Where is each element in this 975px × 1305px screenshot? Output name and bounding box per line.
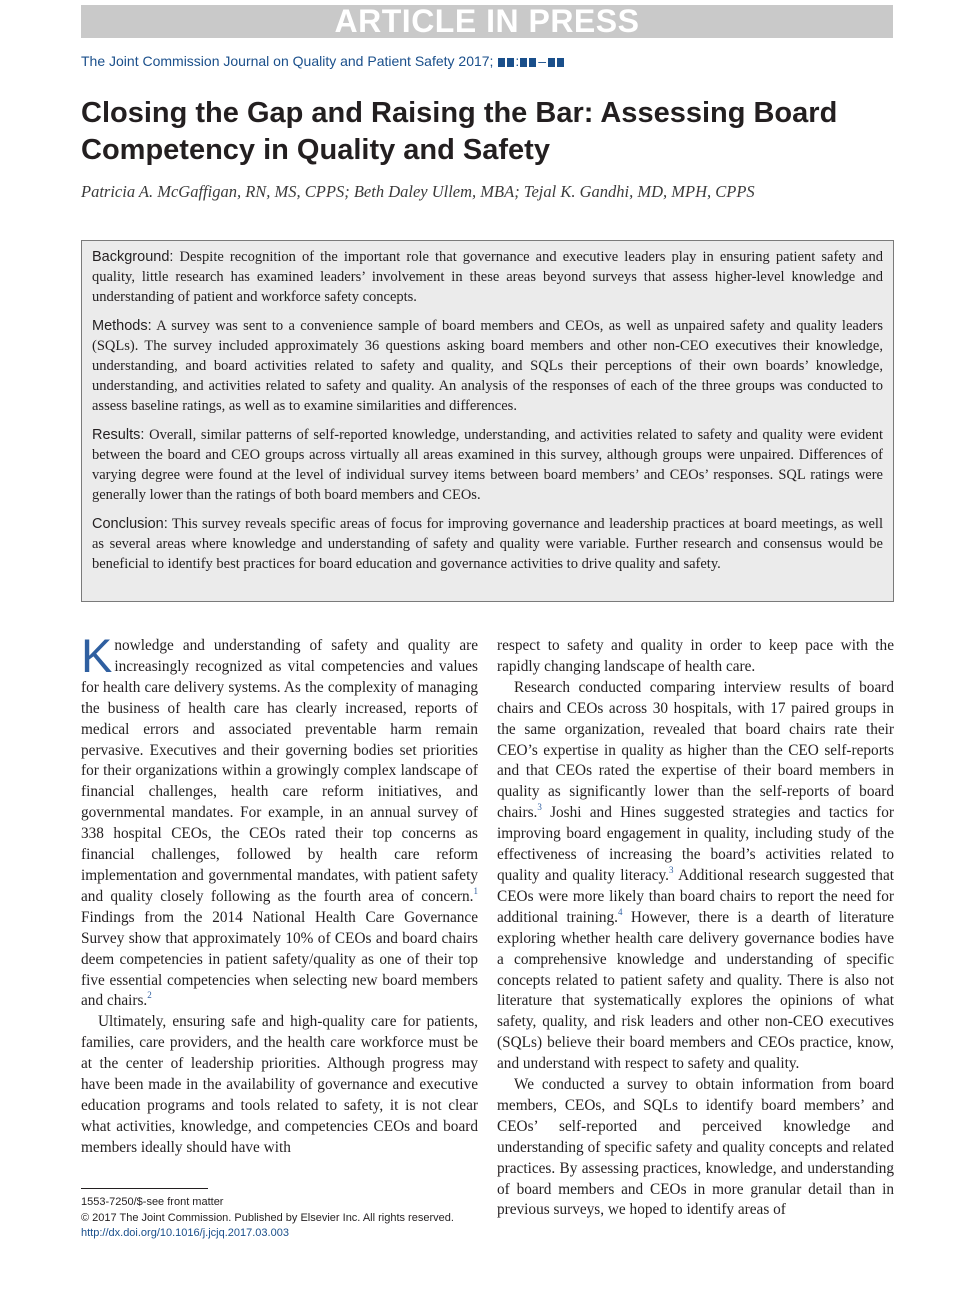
article-in-press-banner: ARTICLE IN PRESS <box>81 5 893 38</box>
drop-cap: K <box>81 629 113 682</box>
title-line-1: Closing the Gap and Raising the Bar: Assessing Board <box>81 97 838 129</box>
body-paragraph <box>497 678 894 1075</box>
abstract-methods <box>92 316 883 416</box>
reference-link[interactable]: 4 <box>617 906 623 917</box>
footnote-divider <box>81 1188 208 1189</box>
abstract-box <box>81 240 894 602</box>
body-column-left <box>81 629 478 1159</box>
abstract-conclusion <box>92 514 883 574</box>
abstract-background-label: Background: <box>92 249 174 265</box>
paragraph-text: Findings from the 2014 National Health Care Governance Survey show that approximately 10% of CEOs and board chairs deem competencies in patient safety/quality as one of their top five essential competencies when selecting new board members and chairs. <box>81 908 478 1010</box>
volume-separator: : <box>515 53 520 69</box>
abstract-conclusion-label: Conclusion: <box>92 516 168 532</box>
abstract-background-text: Despite recognition of the important role that governance and executive leaders play in ensuring patient safety and quality, little research has examined leaders’ involvement in these areas beyond surveys that assess higher-level knowledge and understanding of patient and workforce safety concepts. <box>92 249 883 305</box>
issn-line: 1553-7250/$-see front matter <box>81 1196 224 1208</box>
footnote <box>81 1195 478 1242</box>
title-line-2: Competency in Quality and Safety <box>81 134 550 166</box>
redacted-block <box>557 58 564 67</box>
redacted-block <box>507 58 514 67</box>
author-list: Patricia A. McGaffigan, RN, MS, CPPS; Beth Daley Ullem, MBA; Tejal K. Gandhi, MD, MPH, CPPS <box>81 182 755 201</box>
abstract-background <box>92 247 883 307</box>
copyright-line: © 2017 The Joint Commission. Published by Elsevier Inc. All rights reserved. <box>81 1211 454 1224</box>
doi-link[interactable]: http://dx.doi.org/10.1016/j.jcjq.2017.03.003 <box>81 1227 289 1239</box>
paragraph-text: Joshi and Hines suggested strategies and tactics for improving board engagement in quality, including study of the effectiveness of increasing the board’s activities related to quality and quality literacy. <box>497 804 894 884</box>
paragraph-text: Research conducted comparing interview results of board chairs and CEOs across 30 hospitals, with 17 paired groups in the same organization, revealed that board chairs rate their CEO’s expertise in quality as higher than the CEO self-reports and that CEOs rated the expertise of their board members in quality as significantly lower than the self-reports of board chairs. <box>497 678 894 822</box>
redacted-block <box>529 58 536 67</box>
page-separator: – <box>538 53 547 69</box>
abstract-conclusion-text: This survey reveals specific areas of focus for improving governance and leadership practices at board meetings, as well as several areas where knowledge and understanding of safety and quality were variable. Further research and consensus would be beneficial to identify best practices for board education and governance activities to drive quality and safety. <box>92 516 883 572</box>
abstract-methods-text: A survey was sent to a convenience sample of board members and CEOs, as well as unpaired safety and quality leaders (SQLs). The survey included approximately 36 questions asking board members and other non-CEO executives their knowledge, understanding, and board activities related to safety and quality, and SQLs their perceptions of their own boards’ knowledge, understanding, and activities related to safety and quality. An analysis of the responses of each of the three groups was conducted to assess baseline ratings, as well as to examine similarities and differences. <box>92 318 883 414</box>
redacted-block <box>498 58 505 67</box>
paragraph-text: However, there is a dearth of literature exploring whether health care delivery governance bodies have a comprehensive knowledge and understanding of specific concepts related to patient safety and quality. There is also not literature that systematically explores the opinions of what safety, quality, and risk leaders and other non-CEO executives (SQLs) believe their board members and CEOs practice, know, and understand with respect to safety and quality. <box>497 908 895 1073</box>
redacted-block <box>548 58 555 67</box>
abstract-results-label: Results: <box>92 427 145 443</box>
article-title <box>81 95 893 169</box>
body-paragraph: We conducted a survey to obtain information from board members, CEOs, and SQLs to identify board members’ and CEOs’ self-reported and perceived knowledge and understanding of specific safety and quality concepts and related practices. By assessing practices, knowledge, and understanding of board members and CEOs in more granular detail than in previous surveys, we hoped to identify areas of <box>497 1076 894 1219</box>
paragraph-text: Additional research suggested that CEOs were more likely than board chairs to report the need for additional training. <box>497 866 894 926</box>
reference-link[interactable]: 3 <box>537 802 542 813</box>
body-column-right <box>497 636 894 1221</box>
reference-link[interactable]: 1 <box>473 885 478 896</box>
reference-link[interactable]: 2 <box>147 990 152 1001</box>
redacted-block <box>520 58 527 67</box>
body-paragraph: Ultimately, ensuring safe and high-quality care for patients, families, care providers, and the health care workforce must be at the center of leadership priorities. Although progress may have been made in the availability of governance and executive education programs and tools related to safety, it is not clear what activities, knowledge, and competencies CEOs and board members ideally should have with <box>81 1013 478 1156</box>
abstract-methods-label: Methods: <box>92 318 152 334</box>
journal-name: The Joint Commission Journal on Quality and Patient Safety 2017; <box>81 53 494 69</box>
abstract-results-text: Overall, similar patterns of self-reported knowledge, understanding, and activities related to safety and quality were evident between the board and CEO groups across virtually all areas examined in this survey, although groups were unpaired. Differences of varying degree were found at the level of individual survey items between board members’ and CEOs’ responses. SQL ratings were generally lower than the ratings of both board members and CEOs. <box>92 427 883 503</box>
body-paragraph: respect to safety and quality in order to keep pace with the rapidly changing landscape of health care. <box>497 637 894 675</box>
reference-link[interactable]: 3 <box>669 864 674 875</box>
paragraph-text: nowledge and understanding of safety and quality are increasingly recognized as vital competencies and values for health care delivery systems. As the complexity of managing the business of health care has clearly increased, reports of medical errors and associated preventable harm remain pervasive. Executives and their governing bodies set priorities for their organizations within a growingly complex landscape of financial challenges, health care reform initiatives, and governmental mandates. For example, in an annual survey of 338 hospital CEOs, the CEOs rated their top concerns as financial challenges, followed by health care reform implementation and governmental mandates, with patient safety and quality closely following as the fourth area of concern. <box>81 637 478 905</box>
journal-citation <box>81 52 565 70</box>
body-paragraph <box>81 629 478 1012</box>
abstract-results <box>92 425 883 505</box>
